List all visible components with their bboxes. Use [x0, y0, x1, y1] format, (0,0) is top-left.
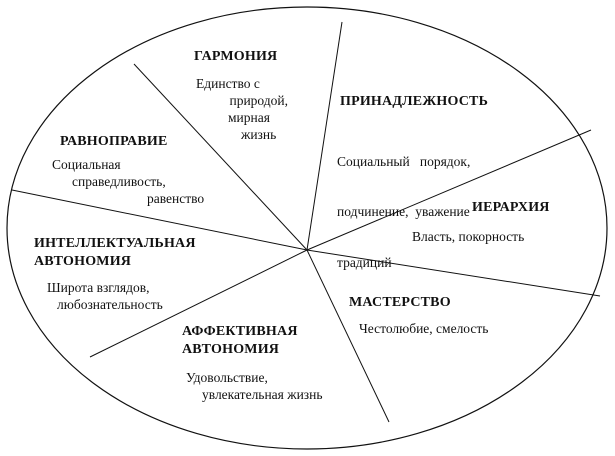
belonging-desc-line-1: Социальный порядок, [337, 153, 471, 169]
intellectual-title-line-1: ИНТЕЛЛЕКТУАЛЬНАЯ [34, 236, 196, 251]
belonging-desc-line-2: подчинение, уважение [337, 204, 470, 220]
mastery-description [359, 321, 488, 338]
equality-desc-line-2: справедливость, [72, 173, 166, 189]
affective-description [186, 370, 323, 404]
hierarchy-title: ИЕРАРХИЯ [472, 200, 550, 215]
equality-description [52, 157, 204, 208]
equality-desc-line-3: равенство [147, 190, 205, 206]
belonging-title: ПРИНАДЛЕЖНОСТЬ [340, 94, 489, 109]
intellectual-description [47, 280, 163, 314]
harmony-desc-line-3: мирная [228, 109, 270, 125]
harmony-description [196, 76, 288, 144]
belonging-description [337, 120, 470, 306]
affective-title-line-1: АФФЕКТИВНАЯ [182, 324, 298, 339]
affective-title-line-2: АВТОНОМИЯ [182, 341, 280, 357]
harmony-desc-line-1: Единство с [196, 76, 260, 91]
harmony-desc-line-4: жизнь [241, 126, 277, 142]
affective-desc-line-1: Удовольствие, [186, 370, 268, 385]
mastery-title: МАСТЕРСТВО [349, 295, 451, 310]
hierarchy-desc-line-1: Власть, покорность [412, 229, 525, 244]
intellectual-desc-line-2: любознательность [57, 296, 163, 312]
mastery-desc-line-1: Честолюбие, смелость [359, 321, 489, 336]
affective-desc-line-2: увлекательная жизнь [202, 386, 323, 402]
hierarchy-description [412, 229, 524, 246]
harmony-desc-line-2: природой, [229, 92, 288, 108]
intellectual-title [34, 235, 196, 270]
intellectual-title-line-2: АВТОНОМИЯ [34, 253, 132, 269]
harmony-title: ГАРМОНИЯ [194, 49, 278, 64]
equality-desc-line-1: Социальная [52, 157, 121, 172]
belonging-desc-line-3: традиций [337, 255, 392, 270]
intellectual-desc-line-1: Широта взглядов, [47, 280, 150, 295]
equality-title: РАВНОПРАВИЕ [60, 134, 168, 149]
affective-title [182, 323, 298, 358]
